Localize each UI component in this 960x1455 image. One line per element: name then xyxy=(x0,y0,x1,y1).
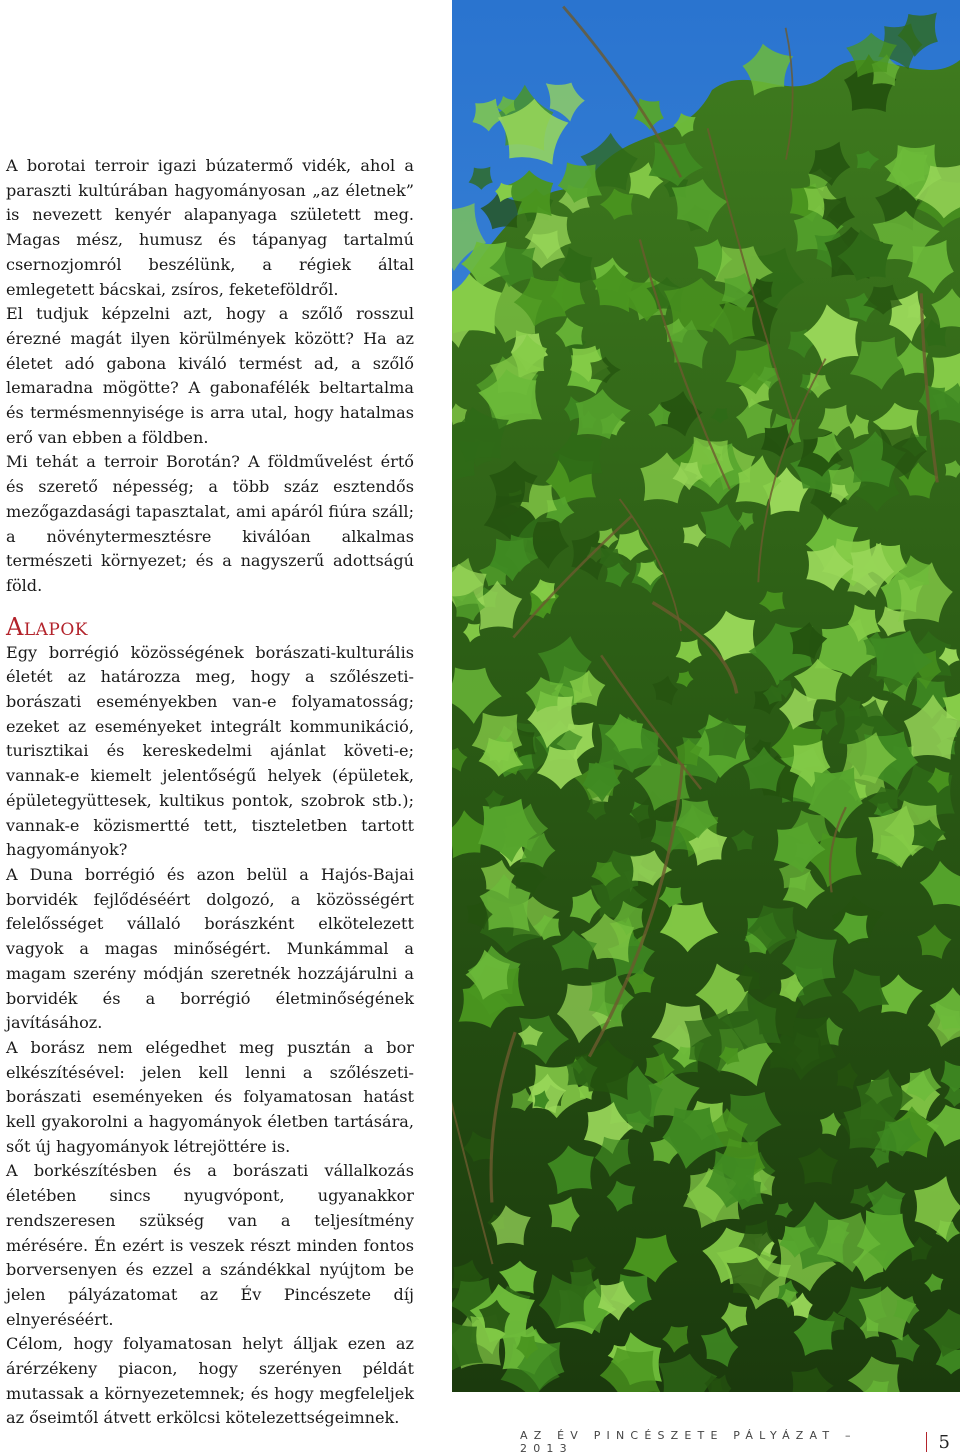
section-paragraph-5: Célom, hogy folyamatosan helyt álljak ezen az árérzékeny piacon, hogy szerényen példát mutassak a környezetemnek; és hogy megfeleljek az őseimtől átvett erkölcsi kötelezettségeimnek. xyxy=(6,1332,414,1431)
section-paragraph-1: Egy borrégió közösségének borászati-kulturális életét az határozza meg, hogy a szőlészeti-borászati eseményekben van-e folyamatosság; ezeket az eseményeket integrált kommunikáció, turisztikai és kereskedelmi ajánlat követi-e; vannak-e kiemelt jelentőségű helyek (épületek, épületegyüttesek, kultikus pontok, szobrok stb.); vannak-e közismertté tett, tiszteletben tartott hagyományok? xyxy=(6,641,414,863)
intro-paragraph-1: A borotai terroir igazi búzatermő vidék, ahol a paraszti kultúrában hagyományosan „az életnek” is nevezett kenyér alapanyaga született meg. Magas mész, humusz és tápanyag tartalmú csernozjomról beszélünk, a régiek által emlegetett bácskai, zsíros, feketeföldről. xyxy=(6,154,414,302)
page-footer xyxy=(520,1431,950,1453)
footer-title: AZ ÉV PINCÉSZETE PÁLYÁZAT – 2013 xyxy=(520,1429,918,1455)
footer-separator xyxy=(926,1432,927,1452)
page-number: 5 xyxy=(939,1432,950,1453)
grapevine-photo xyxy=(452,0,960,1392)
section-heading: Alapok xyxy=(6,613,414,641)
section-paragraph-2: A Duna borrégió és azon belül a Hajós-Bajai borvidék fejlődéséért dolgozó, a közösségért felelősséget vállaló borászként elkötelezett vagyok a magas minőségért. Munkámmal a magam szerény módján szeretnék hozzájárulni a borvidék és a borrégió életminőségének javításához. xyxy=(6,863,414,1036)
vine-foliage-illustration xyxy=(452,0,960,1392)
intro-paragraph-2: El tudjuk képzelni azt, hogy a szőlő rosszul érezné magát ilyen körülmények között? Ha az életet adó gabona kiváló termést ad, a szőlő lemaradna mögötte? A gabonafélék beltartalma és termésmennyisége is arra utal, hogy hatalmas erő van ebben a földben. xyxy=(6,302,414,450)
section-paragraph-4: A borkészítésben és a borászati vállalkozás életében sincs nyugvópont, ugyanakkor rendszeresen szükség van a teljesítmény mérésére. Én ezért is veszek részt minden fontos borversenyen és ezzel a szándékkal nyújtom be jelen pályázatomat az Év Pincészete díj elnyeréséért. xyxy=(6,1159,414,1332)
intro-paragraph-3: Mi tehát a terroir Borotán? A földművelést értő és szerető népesség; a több száz esztendős mezőgazdasági tapasztalat, ami apáról fiúra száll; a növénytermesztésre kiválóan alkalmas természeti környezet; és a nagyszerű adottságú föld. xyxy=(6,450,414,598)
article-text-column xyxy=(6,154,414,1431)
section-paragraph-3: A borász nem elégedhet meg pusztán a bor elkészítésével: jelen kell lenni a szőlészeti-borászati eseményeken és folyamatosan hatást kell gyakorolni a hagyományok életben tartására, sőt új hagyományok létrejöttére is. xyxy=(6,1036,414,1160)
